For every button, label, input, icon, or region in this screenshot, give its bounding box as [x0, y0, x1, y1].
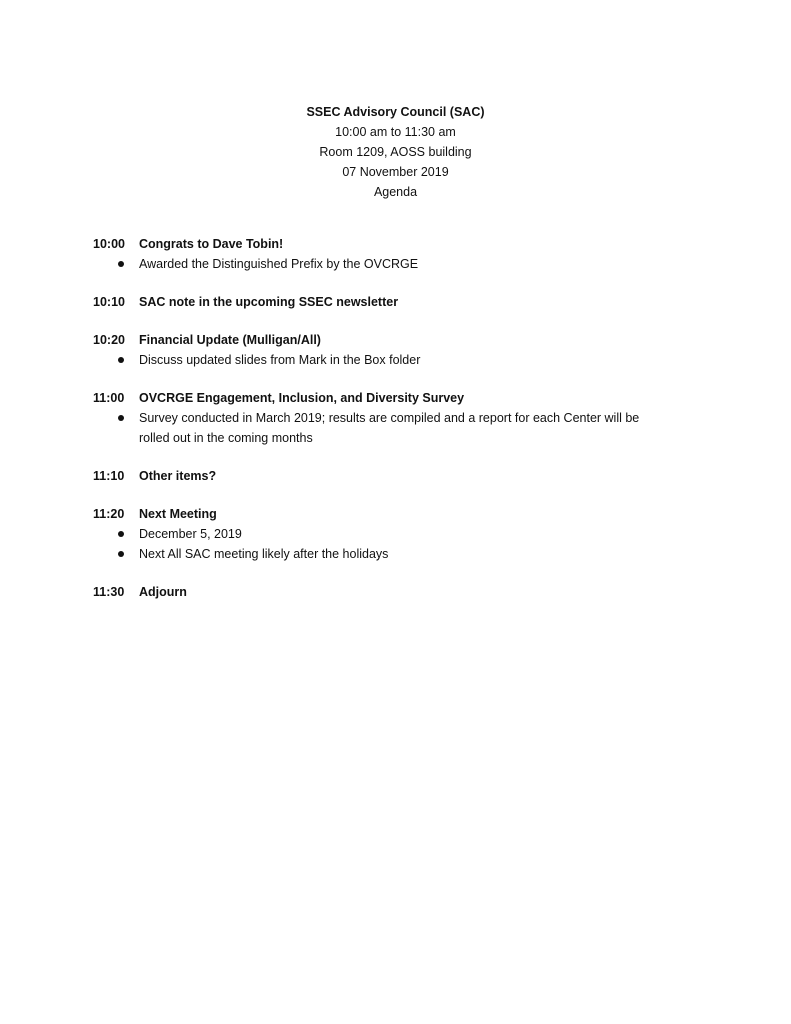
- meeting-time: 10:00 am to 11:30 am: [335, 125, 456, 139]
- agenda-item-title: Next Meeting: [139, 507, 217, 521]
- agenda-item: [93, 504, 713, 564]
- agenda-item-heading: [93, 292, 713, 312]
- document-header: [0, 102, 791, 202]
- agenda-bullet: Survey conducted in March 2019; results are compiled and a report for each Center will be rolled out in the coming months: [93, 408, 659, 448]
- agenda-item-heading: [93, 504, 713, 524]
- agenda-item-title: Financial Update (Mulligan/All): [139, 333, 321, 347]
- agenda-item: [93, 330, 713, 370]
- agenda-bullet: December 5, 2019: [93, 524, 659, 544]
- meeting-date: 07 November 2019: [342, 165, 449, 179]
- agenda-item-bullets: [93, 408, 713, 448]
- agenda-item-title: Adjourn: [139, 585, 187, 599]
- agenda-bullet: Next All SAC meeting likely after the holidays: [93, 544, 659, 564]
- agenda-item-time: 10:00: [93, 237, 125, 251]
- agenda-item-heading: [93, 582, 713, 602]
- agenda-item-time: 10:20: [93, 333, 125, 347]
- agenda-list: [93, 234, 713, 620]
- agenda-item: [93, 292, 713, 312]
- agenda-bullet: Awarded the Distinguished Prefix by the OVCRGE: [93, 254, 659, 274]
- agenda-item-heading: [93, 466, 713, 486]
- agenda-item-title: Other items?: [139, 469, 217, 483]
- agenda-item-bullets: [93, 524, 713, 564]
- agenda-item-heading: [93, 388, 713, 408]
- agenda-item: [93, 466, 713, 486]
- agenda-item-time: 11:10: [93, 469, 125, 483]
- agenda-item-title: Congrats to Dave Tobin!: [139, 237, 284, 251]
- agenda-bullet: Discuss updated slides from Mark in the Box folder: [93, 350, 659, 370]
- agenda-item-heading: [93, 234, 713, 254]
- agenda-item: [93, 234, 713, 274]
- agenda-item-title: SAC note in the upcoming SSEC newsletter: [139, 295, 399, 309]
- agenda-item-time: 10:10: [93, 295, 125, 309]
- agenda-item-title: OVCRGE Engagement, Inclusion, and Diversity Survey: [139, 391, 465, 405]
- meeting-location: Room 1209, AOSS building: [319, 145, 472, 159]
- agenda-item-time: 11:20: [93, 507, 125, 521]
- meeting-title: SSEC Advisory Council (SAC): [306, 105, 485, 119]
- agenda-item-bullets: [93, 254, 713, 274]
- agenda-item-bullets: [93, 350, 713, 370]
- agenda-item-time: 11:00: [93, 391, 125, 405]
- agenda-item-time: 11:30: [93, 585, 125, 599]
- agenda-item: [93, 582, 713, 602]
- agenda-heading: Agenda: [373, 185, 418, 199]
- agenda-item-heading: [93, 330, 713, 350]
- agenda-item: [93, 388, 713, 448]
